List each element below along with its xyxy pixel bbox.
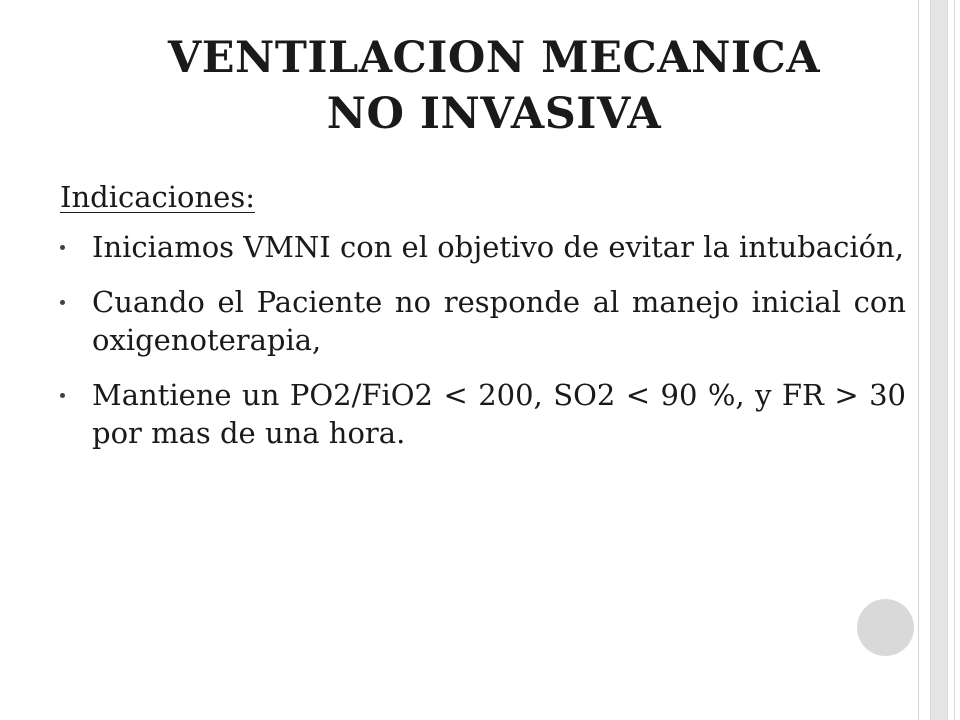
bullet-dot-icon — [60, 245, 65, 250]
slide-title — [60, 30, 928, 142]
frame-side-band — [930, 0, 948, 720]
slide-body — [60, 176, 906, 469]
slide-title-line-2: NO INVASIVA — [326, 89, 662, 139]
bullet-text: Iniciamos VMNI con el objetivo de evitar la intubación, — [92, 230, 904, 264]
bullet-item — [60, 283, 906, 359]
indications-heading: Indicaciones: — [60, 180, 255, 214]
slide-title-line-1: VENTILACION MECANICA — [167, 33, 821, 83]
bullet-item — [60, 228, 906, 266]
bullet-list — [60, 228, 906, 452]
bullet-dot-icon — [60, 300, 65, 305]
frame-edge-line — [954, 0, 955, 720]
bullet-dot-icon — [60, 393, 65, 398]
bullet-text: Mantiene un PO2/FiO2 < 200, SO2 < 90 %, y FR > 30 por mas de una hora. — [92, 378, 906, 450]
decorative-circle — [857, 599, 914, 656]
bullet-item — [60, 376, 906, 452]
bullet-text: Cuando el Paciente no responde al manejo inicial con oxigenoterapia, — [92, 285, 906, 357]
